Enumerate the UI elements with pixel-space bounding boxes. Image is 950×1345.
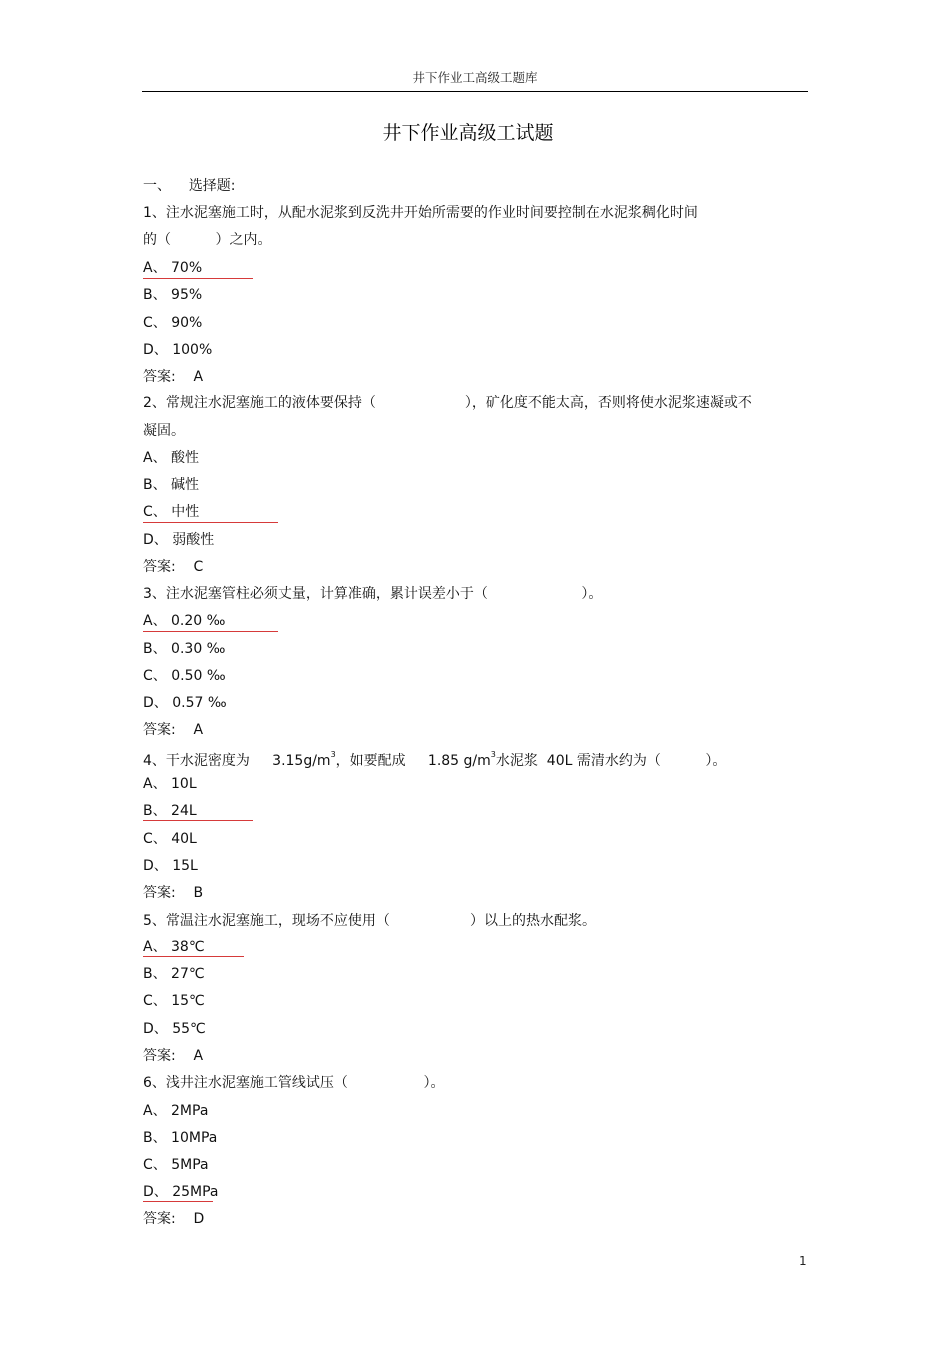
question-6-stem: 6、浅井注水泥塞施工管线试压（ ）。 xyxy=(143,1075,445,1091)
question-2-option-b: B、 碱性 xyxy=(143,477,200,493)
question-6-option-c: C、 5MPa xyxy=(143,1157,209,1173)
superscript: 3 xyxy=(490,750,496,759)
document-title: 井下作业高级工试题 xyxy=(382,122,554,144)
question-3-option-d: D、 0.57 ‰ xyxy=(143,695,227,711)
question-1-option-c: C、 90% xyxy=(143,315,203,331)
question-1-answer: 答案: A xyxy=(143,369,204,385)
question-2-option-a: A、 酸性 xyxy=(143,450,200,466)
section-number: 一、 xyxy=(143,178,171,194)
question-5-option-a: A、 38℃ xyxy=(143,939,205,955)
question-4-answer: 答案: B xyxy=(143,885,204,901)
page-number: 1 xyxy=(799,1254,807,1268)
question-5-answer: 答案: A xyxy=(143,1048,204,1064)
question-5-option-b: B、 27℃ xyxy=(143,966,205,982)
section-heading xyxy=(143,179,236,193)
question-4-option-d: D、 15L xyxy=(143,858,198,874)
question-3-option-c: C、 0.50 ‰ xyxy=(143,668,226,684)
question-5-option-d: D、 55℃ xyxy=(143,1021,206,1037)
question-1-option-b: B、 95% xyxy=(143,287,203,303)
question-1-stem-line2: 的（ ）之内。 xyxy=(143,232,272,248)
question-4-option-b: B、 24L xyxy=(143,803,197,819)
question-2-option-c: C、 中性 xyxy=(143,504,200,520)
question-5-stem: 5、常温注水泥塞施工，现场不应使用（ ）以上的热水配浆。 xyxy=(143,913,597,929)
answer-underline xyxy=(143,820,253,821)
question-3-option-a: A、 0.20 ‰ xyxy=(143,613,226,629)
answer-underline xyxy=(143,956,244,957)
question-3-stem: 3、注水泥塞管柱必须丈量，计算准确，累计误差小于（ ）。 xyxy=(143,586,603,602)
question-3-answer: 答案: A xyxy=(143,722,204,738)
answer-underline xyxy=(143,1201,213,1202)
question-4-stem xyxy=(143,751,726,768)
question-6-option-b: B、 10MPa xyxy=(143,1130,218,1146)
superscript: 3 xyxy=(330,750,336,759)
question-2-answer: 答案: C xyxy=(143,559,204,575)
answer-underline xyxy=(143,631,278,632)
question-6-option-a: A、 2MPa xyxy=(143,1103,209,1119)
header-rule xyxy=(142,91,808,92)
question-2-option-d: D、 弱酸性 xyxy=(143,532,215,548)
question-6-answer: 答案: D xyxy=(143,1211,205,1227)
question-4-option-a: A、 10L xyxy=(143,776,197,792)
running-header: 井下作业工高级工题库 xyxy=(412,70,538,85)
section-label: 选择题: xyxy=(188,178,236,194)
question-4-stem-part1: 4、干水泥密度为 3.15g/m xyxy=(143,753,331,769)
answer-underline xyxy=(143,522,278,523)
question-4-stem-part3: 水泥浆 40L 需清水约为（ ）。 xyxy=(495,753,727,769)
question-3-option-b: B、 0.30 ‰ xyxy=(143,641,226,657)
question-4-stem-part2: ，如要配成 1.85 g/m xyxy=(335,753,491,769)
question-1-stem-line1: 1、注水泥塞施工时，从配水泥浆到反洗井开始所需要的作业时间要控制在水泥浆稠化时间 xyxy=(143,205,698,221)
question-2-stem-line1: 2、常规注水泥塞施工的液体要保持（ ），矿化度不能太高，否则将使水泥浆速凝或不 xyxy=(143,395,752,411)
answer-underline xyxy=(143,278,253,279)
question-1-option-a: A、 70% xyxy=(143,260,203,276)
question-1-option-d: D、 100% xyxy=(143,342,213,358)
question-2-stem-line2: 凝固。 xyxy=(143,423,185,439)
question-4-option-c: C、 40L xyxy=(143,831,197,847)
question-5-option-c: C、 15℃ xyxy=(143,993,205,1009)
question-6-option-d: D、 25MPa xyxy=(143,1184,219,1200)
